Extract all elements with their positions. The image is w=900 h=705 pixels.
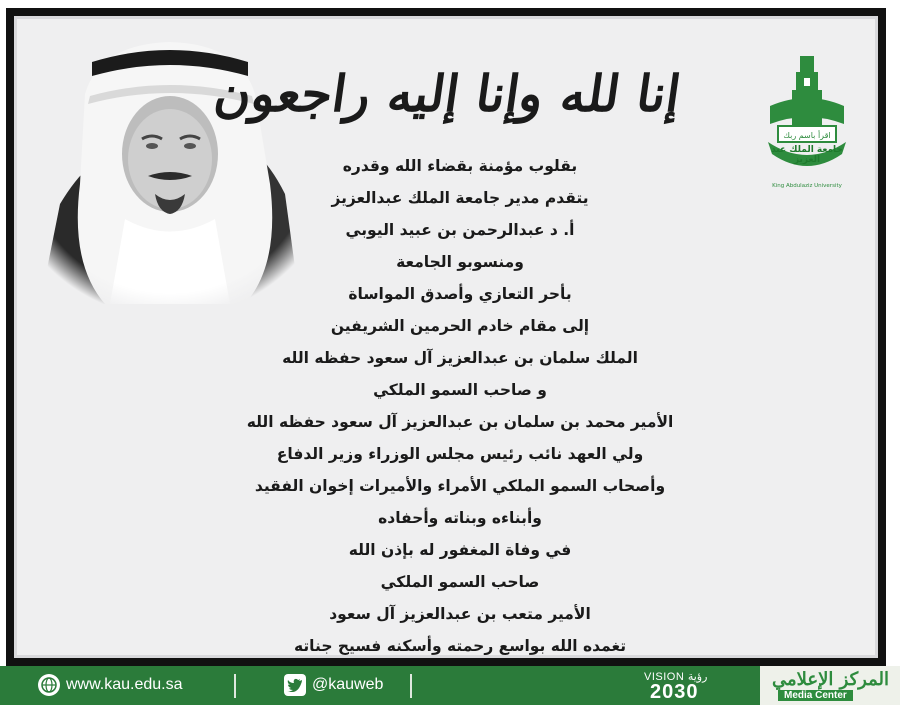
emblem-name-en: King Abdulaziz University [772,183,842,189]
twitter-link[interactable] [284,674,383,696]
condolence-text [180,150,740,702]
condolence-line: ولي العهد نائب رئيس مجلس الوزراء وزير الدفاع [276,445,644,463]
condolence-line: وأصحاب السمو الملكي الأمراء والأميرات إخوان الفقيد [254,477,666,495]
condolence-line: و صاحب السمو الملكي [373,381,547,399]
emblem-name-ar: جامعة الملك عبد العزيز [771,145,843,165]
footer-bar [0,666,900,705]
emblem-motto: اقرأ باسم ربك [783,131,831,140]
twitter-icon [284,674,306,696]
condolence-line: وأبناءه وبناته وأحفاده [378,509,542,527]
vision-label: VISION رؤية [644,671,708,683]
condolence-line: في وفاة المغفور له بإذن الله [348,541,572,559]
website-text: www.kau.edu.sa [66,676,183,693]
condolence-line: صاحب السمو الملكي [380,573,540,591]
heading-text: إنا لله وإنا إليه راجعون [210,63,685,123]
condolence-line: أ. د عبدالرحمن بن عبيد اليوبي [345,221,575,239]
condolence-line: بقلوب مؤمنة بقضاء الله وقدره [342,157,578,175]
condolence-line: الأمير محمد بن سلمان بن عبدالعزيز آل سعود حفظه الله [246,413,674,431]
footer-divider [234,674,236,698]
condolence-line: تغمده الله بواسع رحمته وأسكنه فسيح جناته [293,637,627,655]
condolence-line: ومنسوبو الجامعة [396,253,524,271]
condolence-line: الملك سلمان بن عبدالعزيز آل سعود حفظه الله [282,349,638,367]
footer-divider [410,674,412,698]
vision-year: 2030 [650,681,699,703]
website-link[interactable] [38,674,183,696]
condolence-line: إلى مقام خادم الحرمين الشريفين [330,317,590,335]
media-center-en: Media Center [778,690,853,701]
media-center-logo [760,666,900,705]
globe-icon [38,674,60,696]
twitter-handle: @kauweb [312,676,384,693]
calligraphy-heading [210,38,685,148]
condolence-line: بأحر التعازي وأصدق المواساة [348,285,572,303]
university-emblem [762,50,852,200]
condolence-line: الأمير متعب بن عبدالعزيز آل سعود [329,605,591,623]
condolence-line: يتقدم مدير جامعة الملك عبدالعزيز [331,189,589,207]
media-center-ar: المركز الإعلامي [772,669,889,690]
vision-2030-logo [644,668,726,702]
